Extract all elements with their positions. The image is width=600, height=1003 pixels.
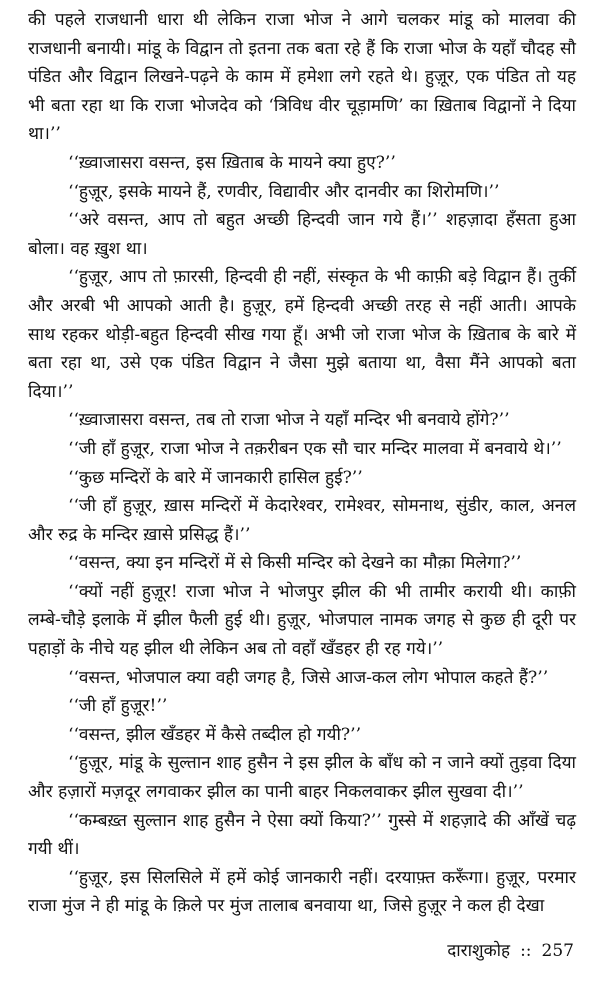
- paragraph-13: ‘‘जी हाँ हुज़ूर!’’: [68, 696, 168, 717]
- paragraph-14: ‘‘वसन्त, झील खँडहर में कैसे तब्दील हो गयी?’’: [68, 724, 362, 745]
- running-title: दाराशुकोह: [447, 941, 511, 961]
- book-page-body: [28, 6, 576, 921]
- page-footer: [447, 938, 574, 961]
- paragraph-12: ‘‘वसन्त, भोजपाल क्या वही जगह है, जिसे आज-कल लोग भोपाल कहते हैं?’’: [68, 667, 549, 688]
- paragraph-11: ‘‘क्यों नहीं हुज़ूर! राजा भोज ने भोजपुर झील की भी तामीर करायी थी। काफ़ी लम्बे-चौड़े इलाके में झील फैली हुई थी। हुज़ूर, भोजपाल नामक जगह से कुछ ही दूरी पर पहाड़ों के नीचे यह झील थी लेकिन अब तो वहाँ खँडहर ही रह गये।’’: [28, 581, 576, 660]
- paragraph-8: ‘‘कुछ मन्दिरों के बारे में जानकारी हासिल हुई?’’: [68, 467, 363, 488]
- paragraph-3: ‘‘हुज़ूर, इसके मायने हैं, रणवीर, विद्यावीर और दानवीर का शिरोमणि।’’: [68, 181, 500, 202]
- paragraph-4: ‘‘अरे वसन्त, आप तो बहुत अच्छी हिन्दवी जान गये हैं।’’ शहज़ादा हँसता हुआ बोला। वह ख़ुश था।: [28, 210, 576, 259]
- footer-separator: ::: [520, 941, 532, 961]
- page-number: 257: [541, 941, 574, 961]
- paragraph-9: ‘‘जी हाँ हुज़ूर, ख़ास मन्दिरों में केदारेश्वर, रामेश्वर, सोमनाथ, सुंडीर, काल, अनल और रुद्र के मन्दिर ख़ासे प्रसिद्ध हैं।’’: [28, 496, 576, 545]
- paragraph-1: की पहले राजधानी धारा थी लेकिन राजा भोज ने आगे चलकर मांडू को मालवा की राजधानी बनायी। मांडू के विद्वान तो इतना तक बता रहे हैं कि राजा भोज के यहाँ चौदह सौ पंडित और विद्वान लिखने-पढ़ने के काम में हमेशा लगे रहते थे। हुज़ूर, एक पंडित तो यह भी बता रहा था कि राजा भोजदेव को ‘त्रिविध वीर चूड़ामणि’ का ख़िताब विद्वानों ने दिया था।’’: [28, 10, 576, 145]
- paragraph-6: ‘‘ख़्वाजासरा वसन्त, तब तो राजा भोज ने यहाँ मन्दिर भी बनवाये होंगे?’’: [68, 410, 510, 431]
- paragraph-7: ‘‘जी हाँ हुज़ूर, राजा भोज ने तक़रीबन एक सौ चार मन्दिर मालवा में बनवाये थे।’’: [68, 438, 562, 459]
- paragraph-15: ‘‘हुज़ूर, मांडू के सुल्तान शाह हुसैन ने इस झील के बाँध को न जाने क्यों तुड़वा दिया और हज़ारों मज़दूर लगवाकर झील का पानी बाहर निकलवाकर झील सुखवा दी।’’: [28, 753, 576, 803]
- paragraph-10: ‘‘वसन्त, क्या इन मन्दिरों में से किसी मन्दिर को देखने का मौक़ा मिलेगा?’’: [68, 553, 522, 574]
- paragraph-16: ‘‘कम्बख़्त सुल्तान शाह हुसैन ने ऐसा क्यों किया?’’ गुस्से में शहज़ादे की आँखें चढ़ गयी थीं।: [28, 810, 576, 860]
- paragraph-2: ‘‘ख़्वाजासरा वसन्त, इस ख़िताब के मायने क्या हुए?’’: [68, 152, 396, 173]
- paragraph-5: ‘‘हुज़ूर, आप तो फ़ारसी, हिन्दवी ही नहीं, संस्कृत के भी काफ़ी बड़े विद्वान हैं। तुर्की और अरबी भी आपको आती है। हुज़ूर, हमें हिन्दवी अच्छी तरह से नहीं आती। आपके साथ रहकर थोड़ी-बहुत हिन्दवी सीख गया हूँ। अभी जो राजा भोज के ख़िताब के बारे में बता रहा था, उसे एक पंडित विद्वान ने जैसा मुझे बताया था, वैसा मैंने आपको बता दिया।’’: [28, 267, 576, 402]
- paragraph-17: ‘‘हुज़ूर, इस सिलसिले में हमें कोई जानकारी नहीं। दरयाफ़्त करूँगा। हुज़ूर, परमार राजा मुंज ने ही मांडू के क़िले पर मुंज तालाब बनवाया था, जिसे हुज़ूर ने कल ही देखा: [28, 867, 576, 917]
